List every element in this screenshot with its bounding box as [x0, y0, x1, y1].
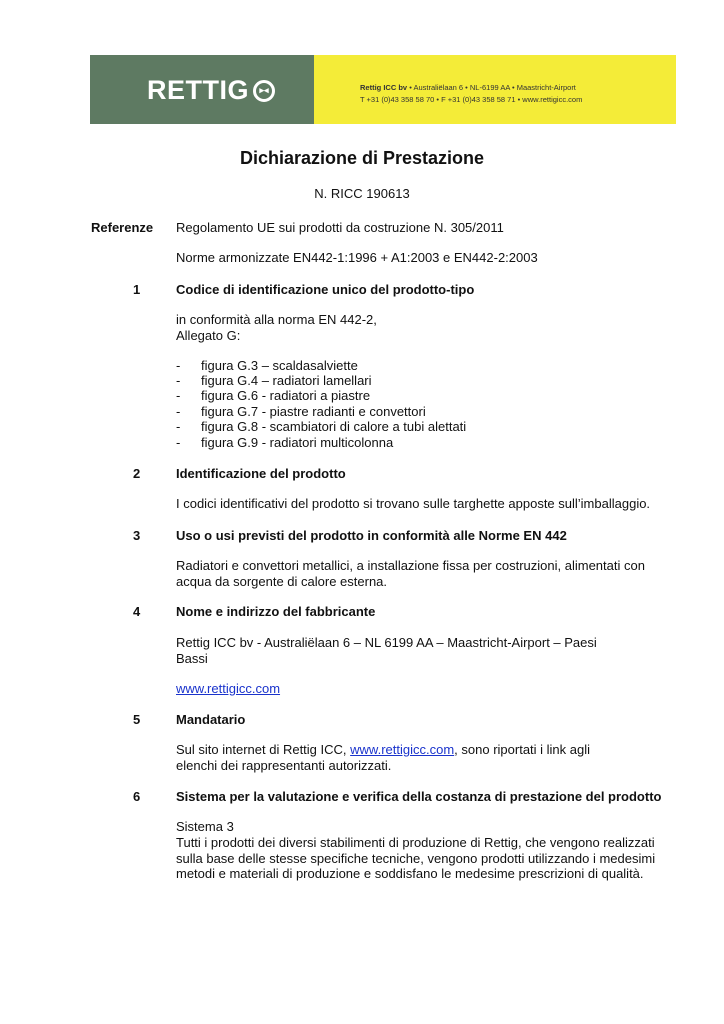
section-2-heading: Identificazione del prodotto [176, 466, 346, 481]
list-bullet: - [176, 419, 181, 434]
section-2-line: I codici identificativi del prodotto si trovano sulle targhette apposte sull’imballaggio. [176, 496, 651, 511]
document-number: N. RICC 190613 [314, 186, 410, 201]
section-1-line: Allegato G: [176, 328, 241, 343]
section-6-line: sulla base delle stesse specifiche tecniche, vengono prodotti utilizzando i medesimi [176, 851, 656, 866]
list-item: figura G.3 – scaldasalviette [201, 358, 358, 373]
list-bullet: - [176, 373, 181, 388]
manufacturer-link-line [176, 681, 280, 697]
section-3-heading: Uso o usi previsti del prodotto in conformità alle Norme EN 442 [176, 528, 567, 543]
list-item: figura G.6 - radiatori a piastre [201, 388, 371, 403]
section-6-line: Tutti i prodotti dei diversi stabilimenti di produzione di Rettig, che vengono realizzati [176, 835, 655, 850]
section-4-line: Bassi [176, 651, 208, 666]
section-6-line: metodi e materiali di produzione e soddisfano le medesime prescrizioni di qualità. [176, 866, 644, 881]
contact-line-2: T +31 (0)43 358 58 70 • F +31 (0)43 358 58 71 • www.rettigicc.com [360, 95, 583, 104]
section-2-number: 2 [133, 466, 141, 481]
section-4-number: 4 [133, 604, 141, 619]
list-bullet: - [176, 388, 181, 403]
contact-line-1 [360, 83, 576, 92]
list-bullet: - [176, 404, 181, 419]
logo-text: RETTIG [147, 75, 249, 105]
section-6-heading: Sistema per la valutazione e verifica della costanza di prestazione del prodotto [176, 789, 662, 804]
referenze-label: Referenze [91, 220, 154, 235]
rettig-logo-mark-icon: ▸◂ [253, 80, 275, 102]
rettig-logo [147, 77, 275, 104]
section-5-number: 5 [133, 712, 141, 727]
section-4-line: Rettig ICC bv - Australiëlaan 6 – NL 6199 AA – Maastricht-Airport – Paesi [176, 635, 597, 650]
company-name: Rettig ICC bv [360, 83, 408, 92]
banner-logo-area [90, 55, 314, 124]
section-5-line [176, 742, 590, 758]
section-5-text: , sono riportati i link agli [454, 742, 591, 757]
referenze-norms: Norme armonizzate EN442-1:1996 + A1:2003 e EN442-2:2003 [176, 250, 538, 265]
document-title: Dichiarazione di Prestazione [239, 148, 485, 168]
section-6-line: Sistema 3 [176, 819, 234, 834]
section-6-number: 6 [133, 789, 141, 804]
section-5-line: elenchi dei rappresentanti autorizzati. [176, 758, 392, 773]
list-bullet: - [176, 435, 181, 450]
header-banner [90, 55, 676, 124]
section-3-line: Radiatori e convettori metallici, a installazione fissa per costruzioni, alimentati con [176, 558, 645, 573]
list-item: figura G.7 - piastre radianti e convettori [201, 404, 426, 419]
list-item: figura G.4 – radiatori lamellari [201, 373, 372, 388]
company-address: • Australiëlaan 6 • NL-6199 AA • Maastricht-Airport [409, 83, 576, 92]
list-item: figura G.9 - radiatori multicolonna [201, 435, 394, 450]
website-link[interactable]: www.rettigicc.com [176, 681, 281, 696]
section-1-heading: Codice di identificazione unico del prodotto-tipo [176, 282, 475, 297]
section-3-line: acqua da sorgente di calore esterna. [176, 574, 388, 589]
list-item: figura G.8 - scambiatori di calore a tubi alettati [201, 419, 467, 434]
section-1-line: in conformità alla norma EN 442-2, [176, 312, 377, 327]
list-bullet: - [176, 358, 181, 373]
section-5-text: Sul sito internet di Rettig ICC, [176, 742, 351, 757]
section-3-number: 3 [133, 528, 141, 543]
banner-contact-area [314, 55, 676, 124]
section-1-number: 1 [133, 282, 141, 297]
website-link[interactable]: www.rettigicc.com [350, 742, 455, 757]
section-4-heading: Nome e indirizzo del fabbricante [176, 604, 376, 619]
section-5-heading: Mandatario [176, 712, 246, 727]
referenze-regulation: Regolamento UE sui prodotti da costruzione N. 305/2011 [176, 220, 504, 235]
